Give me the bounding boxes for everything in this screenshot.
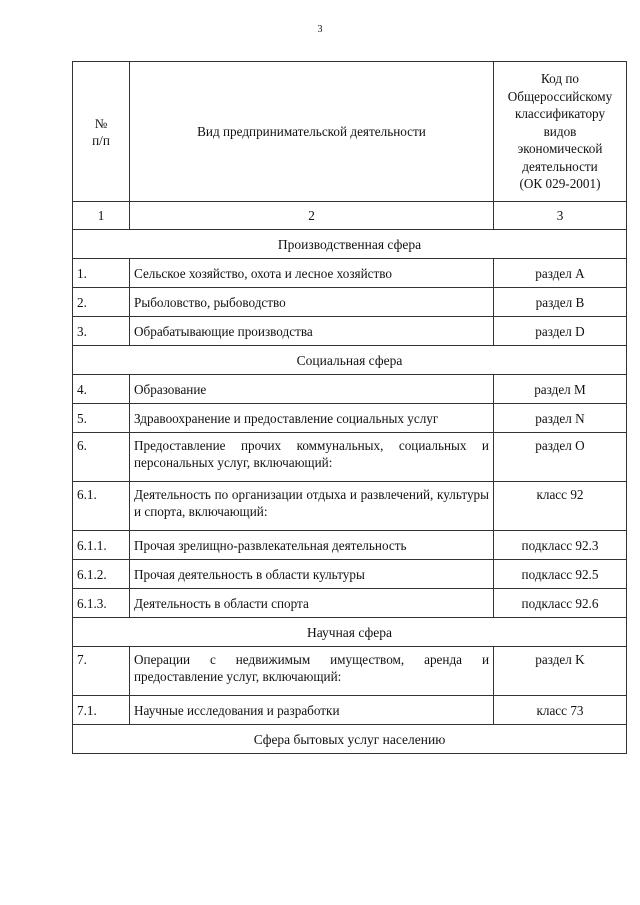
row-activity: Образование <box>130 375 494 404</box>
section-title: Научная сфера <box>73 618 627 647</box>
row-activity: Научные исследования и разработки <box>130 696 494 725</box>
row-number: 6.1.1. <box>73 531 130 560</box>
table-header-row <box>73 62 627 202</box>
row-code: подкласс 92.3 <box>494 531 627 560</box>
row-code: подкласс 92.6 <box>494 589 627 618</box>
row-number: 4. <box>73 375 130 404</box>
row-code: раздел D <box>494 317 627 346</box>
row-activity: Деятельность в области спорта <box>130 589 494 618</box>
row-number: 1. <box>73 259 130 288</box>
table-row <box>73 375 627 404</box>
row-number: 5. <box>73 404 130 433</box>
table-row <box>73 482 627 531</box>
row-code: раздел M <box>494 375 627 404</box>
row-activity: Рыболовство, рыбоводство <box>130 288 494 317</box>
row-activity: Предоставление прочих коммунальных, социальных и персональных услуг, включающий: <box>130 433 494 482</box>
row-activity: Сельское хозяйство, охота и лесное хозяйство <box>130 259 494 288</box>
row-code: раздел K <box>494 647 627 696</box>
column-number: 3 <box>494 202 627 230</box>
row-number: 2. <box>73 288 130 317</box>
row-number: 6.1.3. <box>73 589 130 618</box>
column-number: 2 <box>130 202 494 230</box>
table-row <box>73 560 627 589</box>
row-code: класс 73 <box>494 696 627 725</box>
column-number: 1 <box>73 202 130 230</box>
row-number: 7. <box>73 647 130 696</box>
section-title: Сфера бытовых услуг населению <box>73 725 627 754</box>
table-row <box>73 433 627 482</box>
row-activity: Здравоохранение и предоставление социальных услуг <box>130 404 494 433</box>
table-row <box>73 531 627 560</box>
row-code: раздел N <box>494 404 627 433</box>
header-number: № п/п <box>73 62 130 202</box>
row-code: класс 92 <box>494 482 627 531</box>
section-title: Производственная сфера <box>73 230 627 259</box>
table-row <box>73 404 627 433</box>
section-row <box>73 618 627 647</box>
row-number: 6.1. <box>73 482 130 531</box>
row-code: раздел A <box>494 259 627 288</box>
section-row <box>73 725 627 754</box>
row-code: подкласс 92.5 <box>494 560 627 589</box>
row-number: 7.1. <box>73 696 130 725</box>
column-number-row <box>73 202 627 230</box>
section-row <box>73 346 627 375</box>
row-activity: Операции с недвижимым имуществом, аренда и предоставление услуг, включающий: <box>130 647 494 696</box>
row-number: 6.1.2. <box>73 560 130 589</box>
row-number: 3. <box>73 317 130 346</box>
row-number: 6. <box>73 433 130 482</box>
section-row <box>73 230 627 259</box>
header-code: Код по Общероссийскому классификатору видов экономической деятельности (ОК 029-2001) <box>494 62 627 202</box>
table-row <box>73 317 627 346</box>
table-row <box>73 589 627 618</box>
row-code: раздел O <box>494 433 627 482</box>
section-title: Социальная сфера <box>73 346 627 375</box>
table-row <box>73 259 627 288</box>
table-row <box>73 696 627 725</box>
row-activity: Прочая зрелищно-развлекательная деятельность <box>130 531 494 560</box>
table-row <box>73 647 627 696</box>
row-activity: Обрабатывающие производства <box>130 317 494 346</box>
header-activity: Вид предпринимательской деятельности <box>130 62 494 202</box>
page-number: 3 <box>317 24 323 35</box>
table-row <box>73 288 627 317</box>
row-activity: Деятельность по организации отдыха и развлечений, культуры и спорта, включающий: <box>130 482 494 531</box>
row-code: раздел B <box>494 288 627 317</box>
row-activity: Прочая деятельность в области культуры <box>130 560 494 589</box>
classifier-table <box>72 61 627 754</box>
